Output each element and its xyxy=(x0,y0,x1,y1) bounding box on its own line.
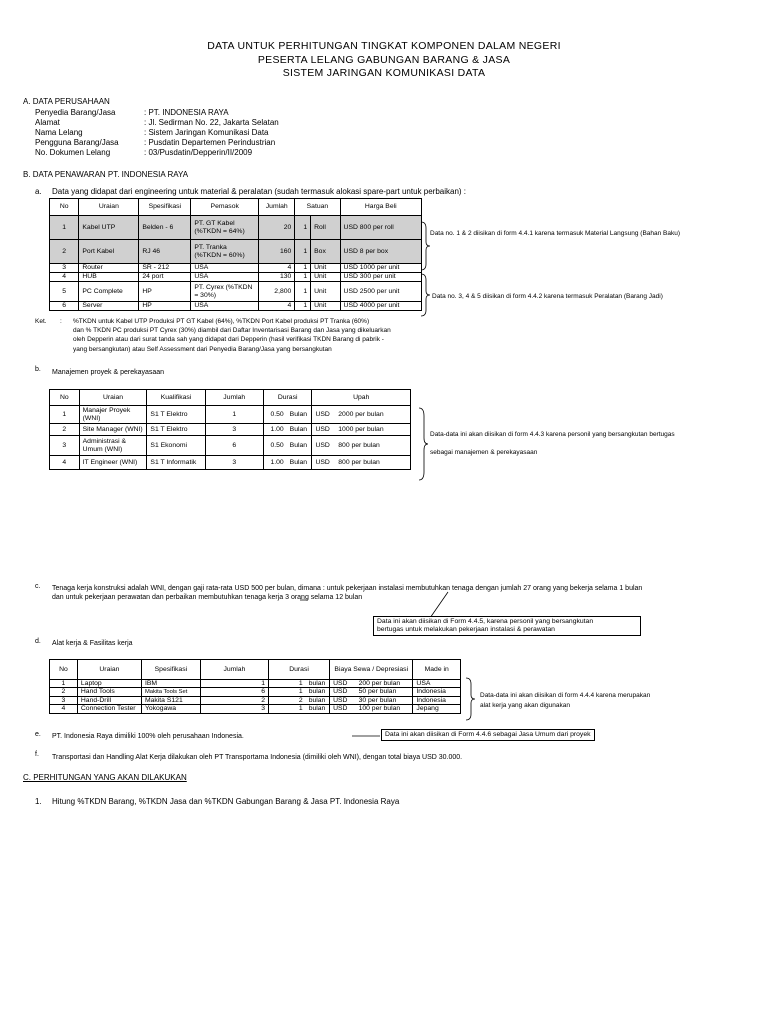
cell: Bulan xyxy=(287,436,312,456)
table-header-row xyxy=(50,660,461,680)
section-c-heading: C. PERHITUNGAN YANG AKAN DILAKUKAN xyxy=(23,773,187,782)
note-text: Data no. 1 & 2 diisikan di form 4.4.1 karena termasuk Material Langsung (Bahan Baku) xyxy=(430,230,681,237)
cell: bulan xyxy=(306,680,330,688)
table-header-row xyxy=(50,199,422,216)
cell: Yokogawa xyxy=(141,705,200,713)
field-label: Penyedia Barang/Jasa xyxy=(35,108,116,117)
cell: 1 xyxy=(50,216,79,240)
item-a-intro: Data yang didapat dari engineering untuk material & peralatan (sudah termasuk alokasi spare-part untuk perbaikan) : xyxy=(52,187,467,196)
cell: Indonesia xyxy=(413,696,461,704)
cell: 1 xyxy=(295,216,311,240)
item-marker: b. xyxy=(35,366,41,373)
field-value: : 03/Pusdatin/Depperin/II/2009 xyxy=(144,148,253,157)
cell: Hand Tools xyxy=(77,688,141,696)
table-row xyxy=(50,216,422,240)
item-marker: d. xyxy=(35,638,41,645)
cell: Unit xyxy=(311,302,340,311)
cell: 4 xyxy=(259,264,295,273)
field-label: Pengguna Barang/Jasa xyxy=(35,138,119,147)
cell: Box xyxy=(311,240,340,264)
column-header: Uraian xyxy=(79,199,139,216)
cell: 4 xyxy=(50,705,78,713)
item-e-text: PT. Indonesia Raya dimiliki 100% oleh perusahaan Indonesia. xyxy=(52,733,244,740)
cell: HUB xyxy=(79,273,139,282)
cell: S1 T Informatik xyxy=(147,456,205,470)
section-a-heading: A. DATA PERUSAHAAN xyxy=(23,97,110,106)
table-row xyxy=(50,302,422,311)
cell: USD 8 per box xyxy=(340,240,421,264)
cell: 1000 per bulan xyxy=(335,424,410,436)
cell: 2 xyxy=(50,424,80,436)
cell: USA xyxy=(413,680,461,688)
cell: Laptop xyxy=(77,680,141,688)
cell: 4 xyxy=(50,273,79,282)
cell: 5 xyxy=(50,282,79,302)
pointer-line-icon xyxy=(352,733,382,739)
table-row xyxy=(50,240,422,264)
field-value: : PT. INDONESIA RAYA xyxy=(144,108,229,117)
cell: Bulan xyxy=(287,406,312,424)
column-header: No xyxy=(50,660,78,680)
cell: bulan xyxy=(306,696,330,704)
cell: Hand-Drill xyxy=(77,696,141,704)
cell: USA xyxy=(191,264,259,273)
cell: S1 T Elektro xyxy=(147,424,205,436)
table-row xyxy=(50,406,411,424)
column-header: No xyxy=(50,199,79,216)
cell: Connection Tester xyxy=(77,705,141,713)
cell: USD xyxy=(312,424,335,436)
callout-text: Data ini akan diisikan di Form 4.4.6 sebagai Jasa Umum dari proyek xyxy=(385,731,591,738)
cell: USD xyxy=(312,406,335,424)
cell: Kabel UTP xyxy=(79,216,139,240)
cell: 3 xyxy=(205,456,263,470)
cell: 130 xyxy=(259,273,295,282)
column-header: Pemasok xyxy=(191,199,259,216)
item-f-text: Transportasi dan Handling Alat Kerja dilakukan oleh PT Transportama Indonesia (dimiliki oleh WNI), dengan total biaya USD 30.000. xyxy=(52,754,463,761)
bracket-icon xyxy=(419,408,429,480)
item-marker: 1. xyxy=(35,797,42,806)
cell: Bulan xyxy=(287,456,312,470)
cell: Indonesia xyxy=(413,688,461,696)
field-value: : Jl. Sedirman No. 22, Jakarta Selatan xyxy=(144,118,279,127)
column-header: Durasi xyxy=(263,390,312,406)
doc-title: DATA UNTUK PERHITUNGAN TINGKAT KOMPONEN DALAM NEGERI xyxy=(207,40,561,52)
bracket-icon xyxy=(421,274,431,316)
cell: 1 xyxy=(295,264,311,273)
note-text: sebagai manajemen & perekayasaan xyxy=(430,449,538,456)
cell: Unit xyxy=(311,264,340,273)
cell: IBM xyxy=(141,680,200,688)
cell: 1.00 xyxy=(263,424,286,436)
item-c-text: Tenaga kerja konstruksi adalah WNI, dengan gaji rata-rata USD 500 per bulan, dimana : untuk pekerjaan instalasi membutuhkan tenaga dengan jumlah 27 orang yang bekerja selama 1 bulan xyxy=(52,585,643,592)
cell: USA xyxy=(191,302,259,311)
cell: bulan xyxy=(306,705,330,713)
cell: HP xyxy=(139,282,191,302)
ket-text: %TKDN untuk Kabel UTP Produksi PT GT Kabel (64%), %TKDN Port Kabel produksi PT Tranka (60%) xyxy=(73,318,370,325)
cell: Unit xyxy=(311,273,340,282)
cell: 1.00 xyxy=(263,456,286,470)
cell: USD xyxy=(312,456,335,470)
cell: S1 T Elektro xyxy=(147,406,205,424)
ket-text: yang bersangkutan) atau Self Assessment dari Penyedia Barang/Jasa yang bersangkutan xyxy=(73,346,332,353)
item-d-intro: Alat kerja & Fasilitas kerja xyxy=(52,640,133,647)
cell: RJ 46 xyxy=(139,240,191,264)
cell: 160 xyxy=(259,240,295,264)
cell: 2,800 xyxy=(259,282,295,302)
cell: 800 per bulan xyxy=(335,436,410,456)
cell: 3 xyxy=(50,696,78,704)
cell: 0.50 xyxy=(263,436,286,456)
cell: 0.50 xyxy=(263,406,286,424)
item-marker: c. xyxy=(35,583,41,590)
callout-text: bertugas untuk melakukan pekerjaan instalasi & perawatan xyxy=(377,625,555,633)
table-row xyxy=(50,273,422,282)
field-label: Alamat xyxy=(35,118,60,127)
doc-subtitle: PESERTA LELANG GABUNGAN BARANG & JASA xyxy=(257,54,511,66)
cell: Router xyxy=(79,264,139,273)
cell: USD xyxy=(330,688,356,696)
cell: 1 xyxy=(269,688,306,696)
cell: USD 300 per unit xyxy=(340,273,421,282)
cell: 1 xyxy=(295,240,311,264)
cell: 30 per bulan xyxy=(356,696,413,704)
cell: 1 xyxy=(200,680,268,688)
material-table xyxy=(49,198,422,311)
cell: 4 xyxy=(259,302,295,311)
cell: Makita S121 xyxy=(141,696,200,704)
cell: USD xyxy=(330,705,356,713)
personnel-table xyxy=(49,389,411,470)
cell: 3 xyxy=(50,264,79,273)
cell: Makita Tools Set xyxy=(141,688,200,696)
cell: 200 per bulan xyxy=(356,680,413,688)
table-row xyxy=(50,688,461,696)
cell: Roll xyxy=(311,216,340,240)
cell: 1 xyxy=(269,705,306,713)
cell: Belden - 6 xyxy=(139,216,191,240)
cell: USD 2500 per unit xyxy=(340,282,421,302)
column-header: Harga Beli xyxy=(340,199,421,216)
column-header: Durasi xyxy=(269,660,330,680)
cell: USD xyxy=(312,436,335,456)
cell: PC Complete xyxy=(79,282,139,302)
cell: 4 xyxy=(50,456,80,470)
cell: USA xyxy=(191,273,259,282)
item-marker: a. xyxy=(35,187,42,196)
column-header: Uraian xyxy=(79,390,147,406)
item-c-text: dan untuk pekerjaan perawatan dan perbaikan membutuhkan tenaga kerja 3 orang selama 12 bulan xyxy=(52,594,363,601)
cell: PT. Tranka (%TKDN = 60%) xyxy=(191,240,259,264)
field-value: : Sistem Jaringan Komunikasi Data xyxy=(144,128,269,137)
equipment-table xyxy=(49,659,461,714)
callout-text: Data ini akan diisikan di Form 4.4.5, karena personil yang bersangkutan xyxy=(377,618,594,625)
cell: 1 xyxy=(50,406,80,424)
cell: 24 port xyxy=(139,273,191,282)
table-row xyxy=(50,696,461,704)
section-c-item: Hitung %TKDN Barang, %TKDN Jasa dan %TKDN Gabungan Barang & Jasa PT. Indonesia Raya xyxy=(52,797,400,806)
cell: 2 xyxy=(50,240,79,264)
item-marker: f. xyxy=(35,751,39,758)
cell: PT. Cyrex (%TKDN = 30%) xyxy=(191,282,259,302)
cell: 1 xyxy=(295,282,311,302)
column-header: No xyxy=(50,390,80,406)
cell: 800 per bulan xyxy=(335,456,410,470)
cell: 1 xyxy=(269,680,306,688)
field-label: No. Dokumen Lelang xyxy=(35,148,111,157)
callout-box xyxy=(381,729,595,741)
bracket-icon xyxy=(466,678,476,720)
cell: USD xyxy=(330,696,356,704)
cell: 20 xyxy=(259,216,295,240)
cell: IT Engineer (WNI) xyxy=(79,456,147,470)
callout-box xyxy=(373,616,641,636)
cell: 6 xyxy=(205,436,263,456)
table-row xyxy=(50,705,461,713)
cell: 2000 per bulan xyxy=(335,406,410,424)
cell: Site Manager (WNI) xyxy=(79,424,147,436)
cell: 3 xyxy=(205,424,263,436)
ket-text: oleh Depperin atau dari surat tanda sah yang didapat dari Depperin (hasil verifikasi TKDN Barang di pabrik - xyxy=(73,336,384,343)
cell: 6 xyxy=(200,688,268,696)
cell: 6 xyxy=(50,302,79,311)
column-header: Jumlah xyxy=(205,390,263,406)
cell: HP xyxy=(139,302,191,311)
cell: 2 xyxy=(269,696,306,704)
cell: USD 1000 per unit xyxy=(340,264,421,273)
field-label: Nama Lelang xyxy=(35,128,83,137)
table-row xyxy=(50,264,422,273)
cell: PT. GT Kabel (%TKDN = 64%) xyxy=(191,216,259,240)
column-header: Kualifikasi xyxy=(147,390,205,406)
item-b-intro: Manajemen proyek & perekayasaan xyxy=(52,369,165,376)
ket-colon: : xyxy=(60,318,62,325)
cell: USD 4000 per unit xyxy=(340,302,421,311)
column-header: Uraian xyxy=(77,660,141,680)
cell: USD 800 per roll xyxy=(340,216,421,240)
table-row xyxy=(50,680,461,688)
doc-subtitle-2: SISTEM JARINGAN KOMUNIKASI DATA xyxy=(282,67,486,79)
column-header: Jumlah xyxy=(200,660,268,680)
cell: 1 xyxy=(50,680,78,688)
note-text: Data-data ini akan diisikan di form 4.4.4 karena merupakan xyxy=(480,692,651,699)
table-row xyxy=(50,436,411,456)
cell: SR - 212 xyxy=(139,264,191,273)
note-text: alat kerja yang akan digunakan xyxy=(480,702,570,709)
table-row xyxy=(50,424,411,436)
ket-text: dan % TKDN PC produksi PT Cyrex (30%) diambil dari Daftar Inventarisasi Barang dan Jasa yang dikeluarkan xyxy=(73,327,391,334)
cell: Port Kabel xyxy=(79,240,139,264)
cell: 3 xyxy=(200,705,268,713)
column-header: Satuan xyxy=(295,199,340,216)
cell: Jepang xyxy=(413,705,461,713)
table-header-row xyxy=(50,390,411,406)
column-header: Spesifikasi xyxy=(141,660,200,680)
column-header: Jumlah xyxy=(259,199,295,216)
cell: Bulan xyxy=(287,424,312,436)
cell: 2 xyxy=(200,696,268,704)
column-header: Upah xyxy=(312,390,411,406)
item-marker: e. xyxy=(35,731,41,738)
cell: 1 xyxy=(295,273,311,282)
table-row xyxy=(50,456,411,470)
cell: 3 xyxy=(50,436,80,456)
cell: 100 per bulan xyxy=(356,705,413,713)
cell: 2 xyxy=(50,688,78,696)
column-header: Made in xyxy=(413,660,461,680)
cell: 1 xyxy=(295,302,311,311)
cell: S1 Ekonomi xyxy=(147,436,205,456)
cell: USD xyxy=(330,680,356,688)
column-header: Spesifikasi xyxy=(139,199,191,216)
cell: 50 per bulan xyxy=(356,688,413,696)
table-row xyxy=(50,282,422,302)
cell: Administrasi & Umum (WNI) xyxy=(79,436,147,456)
field-value: : Pusdatin Departemen Perindustrian xyxy=(144,138,276,147)
cell: Unit xyxy=(311,282,340,302)
column-header: Biaya Sewa / Depresiasi xyxy=(330,660,413,680)
cell: Server xyxy=(79,302,139,311)
cell: 1 xyxy=(205,406,263,424)
cell: bulan xyxy=(306,688,330,696)
note-text: Data-data ini akan diisikan di form 4.4.3 karena personil yang bersangkutan bertugas xyxy=(430,431,675,438)
note-text: Data no. 3, 4 & 5 diisikan di form 4.4.2 karena termasuk Peralatan (Barang Jadi) xyxy=(432,293,663,300)
ket-label: Ket. xyxy=(35,318,47,325)
section-b-heading: B. DATA PENAWARAN PT. INDONESIA RAYA xyxy=(23,170,189,179)
cell: Manajer Proyek (WNI) xyxy=(79,406,147,424)
